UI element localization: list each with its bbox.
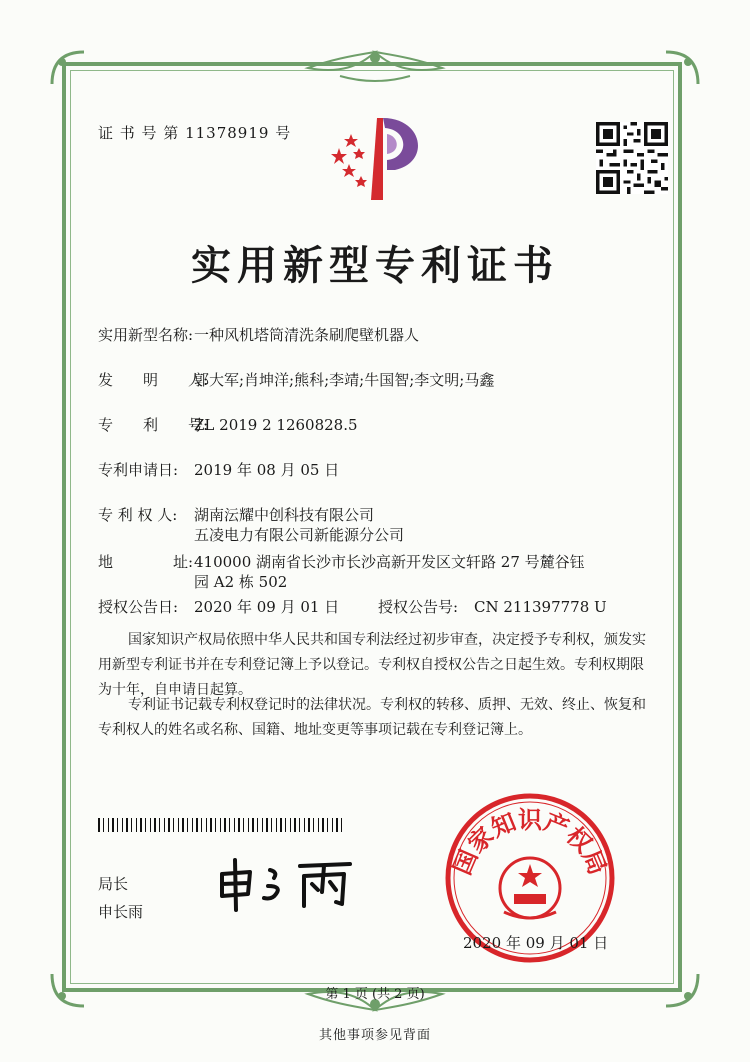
field-label: 授权公告号:: [378, 598, 459, 616]
corner-ornament-icon: [48, 48, 88, 88]
barcode-bar: [98, 818, 100, 832]
barcode-bar: [215, 818, 216, 832]
field-address: [98, 552, 585, 592]
barcode-bar: [103, 818, 104, 832]
field-inventors: [98, 370, 494, 390]
legal-paragraph-2: 专利证书记载专利权登记时的法律状况。专利权的转移、质押、无效、终止、恢复和专利权人的姓名或名称、国籍、地址变更等事项记载在专利登记簿上。: [98, 697, 646, 738]
barcode-bar: [178, 818, 179, 832]
barcode-bar: [304, 818, 305, 832]
field-value: 2019 年 08 月 05 日: [194, 461, 340, 479]
field-value: CN 211397778 U: [474, 598, 607, 616]
barcode-bar: [131, 818, 132, 832]
barcode-bar: [234, 818, 235, 832]
top-ornament-icon: [300, 46, 450, 86]
field-value: ZL 2019 2 1260828.5: [194, 416, 358, 434]
qr-code-icon: [596, 122, 668, 194]
field-value-group: [194, 552, 585, 592]
field-label: 地 址:: [98, 553, 194, 571]
barcode-bar: [276, 818, 277, 832]
barcode-bar: [196, 818, 198, 832]
barcode-icon: [98, 818, 342, 832]
barcode-bar: [182, 818, 184, 832]
seal-text: 国家知识产权局: [448, 805, 612, 879]
certificate-title: 实用新型专利证书: [191, 243, 559, 289]
handwritten-signature-icon: [212, 852, 362, 914]
barcode-bar: [243, 818, 244, 832]
barcode-bar: [173, 818, 174, 832]
barcode-bar: [313, 818, 314, 832]
barcode-bar: [341, 818, 342, 832]
barcode-bar: [140, 818, 142, 832]
barcode-bar: [112, 818, 114, 832]
field-label: 发 明 人:: [98, 371, 209, 389]
legal-paragraph-1: 国家知识产权局依照中华人民共和国专利法经过初步审查，决定授予专利权，颁发实用新型专利证书并在专利登记簿上予以登记。专利权自授权公告之日起生效。专利权期限为十年，自申请日起算。: [98, 632, 646, 698]
field-value: 湖南沄耀中创科技有限公司: [194, 506, 375, 524]
field-value: 五凌电力有限公司新能源分公司: [194, 526, 405, 544]
barcode-bar: [224, 818, 226, 832]
certificate-number: 证 书 号 第 11378919 号: [98, 124, 292, 142]
field-label: 授权公告日:: [98, 598, 179, 616]
director-name: 申长雨: [98, 903, 144, 921]
barcode-bar: [262, 818, 263, 832]
barcode-bar: [122, 818, 123, 832]
barcode-bar: [322, 818, 324, 832]
field-filing-date: [98, 460, 339, 480]
director-title: 局长: [98, 875, 129, 893]
barcode-bar: [252, 818, 254, 832]
barcode-bar: [220, 818, 221, 832]
barcode-bar: [280, 818, 282, 832]
barcode-bar: [327, 818, 328, 832]
barcode-bar: [150, 818, 151, 832]
barcode-bar: [257, 818, 258, 832]
barcode-bar: [206, 818, 207, 832]
field-grant-number: [378, 597, 607, 617]
barcode-bar: [164, 818, 165, 832]
field-grant-date: [98, 597, 339, 617]
barcode-bar: [332, 818, 333, 832]
field-label: 专 利 号:: [98, 416, 209, 434]
field-label: 专 利 权 人:: [98, 506, 178, 524]
barcode-bar: [308, 818, 310, 832]
barcode-bar: [294, 818, 296, 832]
seal-date: 2020 年 09 月 01 日: [463, 934, 609, 952]
barcode-bar: [145, 818, 146, 832]
barcode-bar: [266, 818, 268, 832]
field-value-group: [194, 505, 404, 545]
field-value: 410000 湖南省长沙市长沙高新开发区文轩路 27 号麓谷钰: [194, 553, 585, 571]
barcode-bar: [336, 818, 338, 832]
footer-note: 其他事项参见背面: [318, 1028, 431, 1043]
page-number: 第 1 页 (共 2 页): [325, 987, 425, 1002]
barcode-bar: [108, 818, 109, 832]
barcode-bar: [201, 818, 202, 832]
barcode-bar: [210, 818, 212, 832]
barcode-bar: [136, 818, 137, 832]
field-value: 一种风机塔筒清洗条刷爬壁机器人: [194, 326, 420, 344]
field-patentee: [98, 505, 404, 545]
field-patent-number: [98, 415, 358, 435]
field-label: 实用新型名称:: [98, 326, 194, 344]
barcode-bar: [318, 818, 319, 832]
barcode-bar: [192, 818, 193, 832]
barcode-bar: [154, 818, 156, 832]
barcode-bar: [229, 818, 230, 832]
barcode-bar: [168, 818, 170, 832]
barcode-bar: [248, 818, 249, 832]
field-value: 园 A2 栋 502: [194, 573, 288, 591]
field-utility-model-name: [98, 325, 419, 345]
barcode-bar: [117, 818, 118, 832]
barcode-bar: [299, 818, 300, 832]
field-label: 专利申请日:: [98, 461, 179, 479]
barcode-bar: [126, 818, 128, 832]
barcode-bar: [187, 818, 188, 832]
barcode-bar: [285, 818, 286, 832]
barcode-bar: [238, 818, 240, 832]
field-value: 2020 年 09 月 01 日: [194, 598, 340, 616]
field-value: 郭大军;肖坤洋;熊科;李靖;牛国智;李文明;马鑫: [194, 371, 495, 389]
barcode-bar: [159, 818, 160, 832]
barcode-bar: [290, 818, 291, 832]
corner-ornament-icon: [662, 48, 702, 88]
cnipa-logo-icon: [325, 112, 437, 204]
barcode-bar: [271, 818, 272, 832]
